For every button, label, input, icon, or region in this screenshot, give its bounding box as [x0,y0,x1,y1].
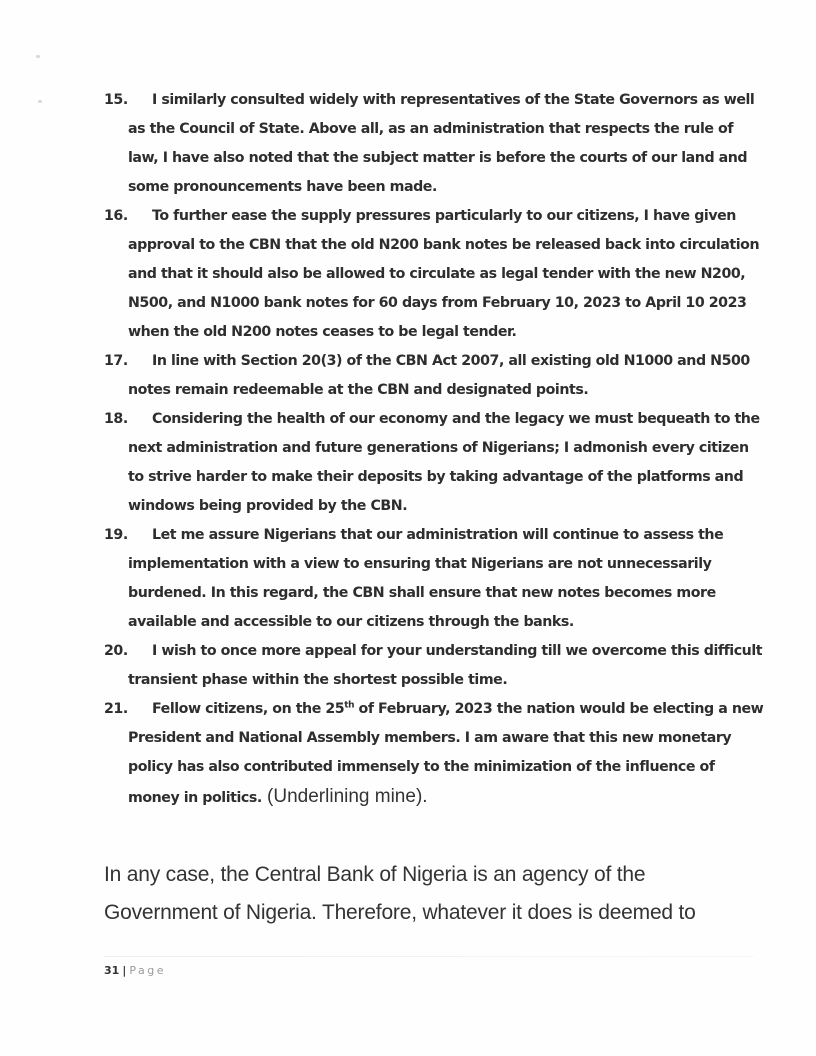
list-item [104,202,764,347]
item-text [128,405,764,521]
list-item [104,695,764,813]
item-text-content: Let me assure Nigerians that our administration will continue to assess the implementation with a view to ensuring that Nigerians are not unnecessarily burdened. In this regard, the CBN shall ensure that new notes becomes more available and accessible to our citizens through the banks. [128,527,724,630]
list-item [104,86,764,202]
item-number: 16. [104,208,128,224]
item-text [128,86,764,202]
item-text-content: I similarly consulted widely with representatives of the State Governors as well as the Council of State. Above all, as an administration that respects the rule of law, I have also noted that the subject matter is before the courts of our land and some pronouncements have been made. [128,92,755,195]
item-text [128,521,764,637]
item-number: 17. [104,353,128,369]
item-number: 21. [104,701,128,717]
list-item [104,521,764,637]
item-text [128,347,764,405]
list-item [104,405,764,521]
item-text-content: To further ease the supply pressures particularly to our citizens, I have given approval to the CBN that the old N200 bank notes be released back into circulation and that it should also be allowed to circulate as legal tender with the new N200, N500, and N1000 bank notes for 60 days from February 10, 2023 to April 10 2023 when the old N200 notes ceases to be legal tender. [128,208,760,340]
underlining-note: (Underlining mine). [261,786,428,807]
page-label: Page [129,964,166,977]
item-number: 15. [104,92,128,108]
list-item [104,637,764,695]
numbered-list [104,86,764,813]
item-number: 19. [104,527,128,543]
ordinal-superscript: th [344,700,355,711]
item-text-content: of February, 2023 the nation would be electing a new President and National Assembly members. I am aware that this new monetary policy has also contributed immensely to the minimization of the influence of money in politics. [128,701,764,806]
item-number: 18. [104,411,128,427]
item-text [128,695,764,813]
body-paragraph: In any case, the Central Bank of Nigeria is an agency of the Government of Nigeria. Therefore, whatever it does is deemed to [104,863,696,924]
scan-artifact [36,55,40,58]
item-number: 20. [104,643,128,659]
footer-separator: | [122,964,127,977]
item-text-content: In line with Section 20(3) of the CBN Act 2007, all existing old N1000 and N500 notes remain redeemable at the CBN and designated points. [128,353,750,398]
list-item [104,347,764,405]
item-text [128,202,764,347]
item-text-content: Fellow citizens, on the 25 [152,701,345,717]
scan-artifact [38,100,42,103]
page-number: 31 [104,964,120,977]
footer-divider [104,956,754,957]
item-text [128,637,764,695]
item-text-content: I wish to once more appeal for your understanding till we overcome this difficult transient phase within the shortest possible time. [128,643,763,688]
item-text-content: Considering the health of our economy and the legacy we must bequeath to the next administration and future generations of Nigerians; I admonish every citizen to strive harder to make their deposits by taking advantage of the platforms and windows being provided by the CBN. [128,411,760,514]
page-footer [104,964,166,977]
